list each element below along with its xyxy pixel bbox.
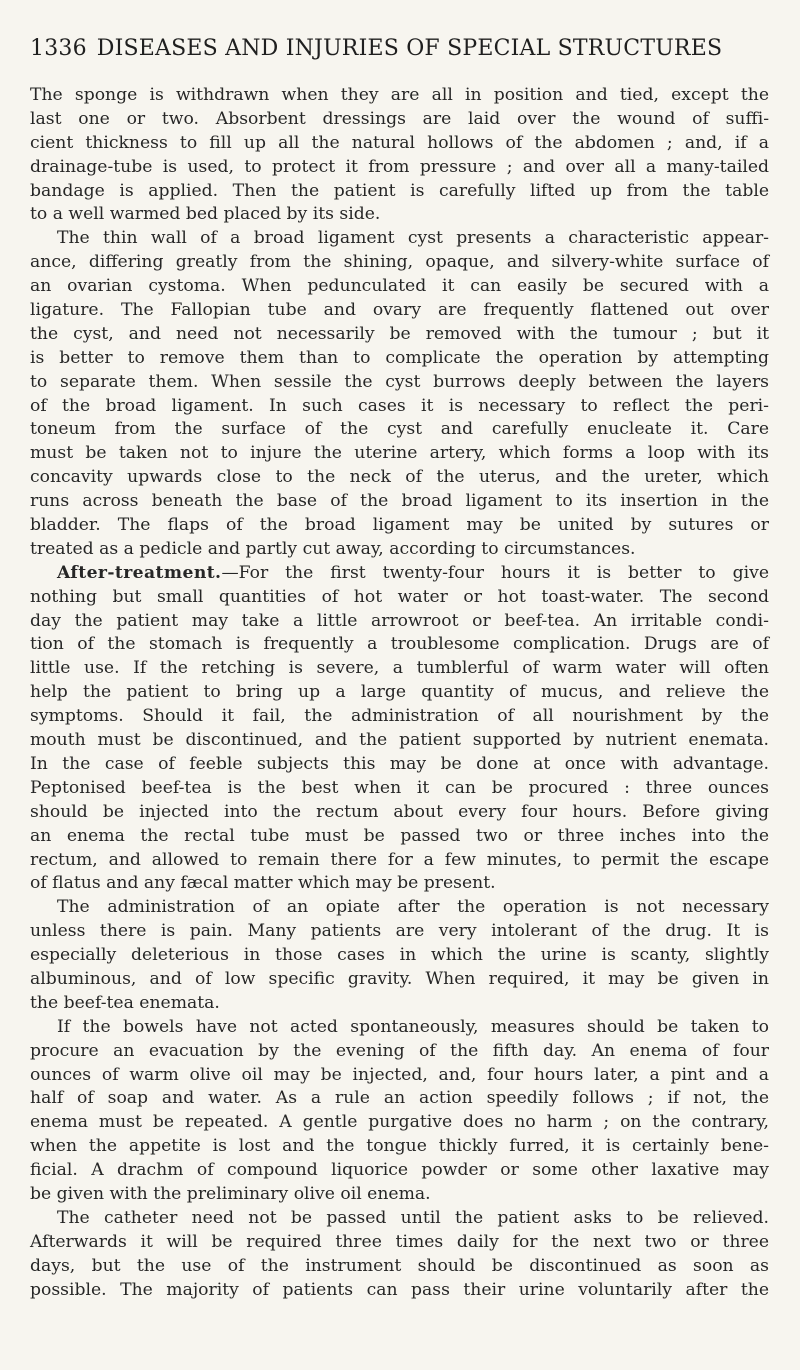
text-line — [30, 705, 769, 729]
line-text: treated as a pedicle and partly cut away, according to circumstances. — [30, 538, 636, 559]
text-line — [30, 299, 769, 323]
page-number: 1336 — [30, 36, 87, 61]
line-text: possible. The majority of patients can pass their urine voluntarily after the — [30, 1279, 769, 1300]
running-head — [30, 36, 770, 61]
line-text: tion of the stomach is frequently a troublesome complication. Drugs are of — [30, 634, 769, 655]
line-text: cient thickness to fill up all the natural hollows of the abdomen ; and, if a — [30, 132, 769, 153]
line-text: be given with the preliminary olive oil enema. — [30, 1183, 431, 1204]
text-line — [30, 514, 769, 538]
text-line — [30, 777, 769, 801]
text-line — [30, 920, 769, 944]
text-line — [30, 466, 769, 490]
text-line — [30, 729, 769, 753]
line-text: days, but the use of the instrument should be discontinued as soon as — [30, 1255, 769, 1276]
line-text: an ovarian cystoma. When pedunculated it can easily be secured with a — [30, 276, 769, 297]
text-line — [30, 1111, 769, 1135]
text-line — [30, 562, 769, 586]
line-text: should be injected into the rectum about every four hours. Before giving — [30, 801, 769, 822]
line-text: —For the first twenty-four hours it is better to give — [221, 562, 769, 583]
line-text: symptoms. Should it fail, the administration of all nourishment by the — [30, 706, 769, 727]
line-text: little use. If the retching is severe, a tumblerful of warm water will often — [30, 658, 769, 679]
line-text: to separate them. When sessile the cyst burrows deeply between the layers — [30, 371, 769, 392]
line-text: is better to remove them than to complicate the operation by attempting — [30, 347, 769, 368]
text-line — [30, 132, 769, 156]
text-line — [30, 538, 769, 562]
line-text: an enema the rectal tube must be passed two or three inches into the — [30, 825, 769, 846]
line-text: ligature. The Fallopian tube and ovary are frequently flattened out over — [30, 300, 769, 321]
line-text: The thin wall of a broad ligament cyst presents a characteristic appear- — [57, 228, 769, 249]
text-line — [30, 1279, 769, 1303]
line-text: help the patient to bring up a large quantity of mucus, and relieve the — [30, 682, 769, 703]
running-title: DISEASES AND INJURIES OF SPECIAL STRUCTURES — [96, 36, 723, 61]
line-text: the beef-tea enemata. — [30, 992, 220, 1013]
line-text: when the appetite is lost and the tongue thickly furred, it is certainly bene- — [30, 1136, 769, 1157]
line-text: unless there is pain. Many patients are very intolerant of the drug. It is — [30, 921, 769, 942]
line-text: bladder. The flaps of the broad ligament may be united by sutures or — [30, 515, 769, 536]
line-text: The administration of an opiate after the operation is not necessary — [57, 897, 769, 918]
text-line — [30, 227, 769, 251]
text-line — [30, 323, 769, 347]
text-line — [30, 872, 769, 896]
line-text: Afterwards it will be required three times daily for the next two or three — [30, 1231, 769, 1252]
line-text: nothing but small quantities of hot water or hot toast-water. The second — [30, 586, 769, 607]
text-line — [30, 633, 769, 657]
line-text: of flatus and any fæcal matter which may be present. — [30, 873, 496, 894]
text-line — [30, 418, 769, 442]
text-line — [30, 275, 769, 299]
line-text: mouth must be discontinued, and the patient supported by nutrient enemata. — [30, 730, 769, 751]
text-line — [30, 992, 769, 1016]
text-line — [30, 84, 769, 108]
line-text: drainage-tube is used, to protect it from pressure ; and over all a many-tailed — [30, 156, 769, 177]
line-text: The catheter need not be passed until the patient asks to be relieved. — [57, 1207, 769, 1228]
text-line — [30, 395, 769, 419]
line-text: day the patient may take a little arrowroot or beef-tea. An irritable condi- — [30, 610, 769, 631]
text-line — [30, 108, 769, 132]
text-line — [30, 968, 769, 992]
line-text: must be taken not to injure the uterine artery, which forms a loop with its — [30, 443, 769, 464]
line-text: to a well warmed bed placed by its side. — [30, 204, 381, 225]
line-text: the cyst, and need not necessarily be removed with the tumour ; but it — [30, 323, 769, 344]
section-sidehead: After-treatment. — [57, 562, 222, 583]
body-text — [30, 84, 769, 1302]
text-line — [30, 1183, 769, 1207]
text-line — [30, 180, 769, 204]
line-text: bandage is applied. Then the patient is carefully lifted up from the table — [30, 180, 769, 201]
text-line — [30, 610, 769, 634]
text-line — [30, 1255, 769, 1279]
text-line — [30, 1135, 769, 1159]
line-text: albuminous, and of low specific gravity. When required, it may be given in — [30, 968, 769, 989]
text-line — [30, 203, 769, 227]
text-line — [30, 371, 769, 395]
text-line — [30, 347, 769, 371]
line-text: half of soap and water. As a rule an action speedily follows ; if not, the — [30, 1088, 769, 1109]
line-text: especially deleterious in those cases in which the urine is scanty, slightly — [30, 945, 769, 966]
text-line — [30, 1207, 769, 1231]
line-text: enema must be repeated. A gentle purgative does no harm ; on the contrary, — [30, 1112, 769, 1133]
line-text: ficial. A drachm of compound liquorice powder or some other laxative may — [30, 1160, 769, 1181]
line-text: In the case of feeble subjects this may be done at once with advantage. — [30, 753, 769, 774]
line-text: Peptonised beef-tea is the best when it can be procured : three ounces — [30, 777, 769, 798]
line-text: The sponge is withdrawn when they are all in position and tied, except the — [30, 85, 769, 105]
line-text: of the broad ligament. In such cases it is necessary to reflect the peri- — [30, 395, 769, 416]
line-text: ance, differing greatly from the shining, opaque, and silvery-white surface of — [30, 252, 769, 273]
line-text: If the bowels have not acted spontaneously, measures should be taken to — [57, 1016, 769, 1037]
text-line — [30, 1064, 769, 1088]
text-line — [30, 156, 769, 180]
line-text: runs across beneath the base of the broad ligament to its insertion in the — [30, 491, 769, 512]
text-line — [30, 849, 769, 873]
text-line — [30, 586, 769, 610]
text-line — [30, 1231, 769, 1255]
text-line — [30, 1159, 769, 1183]
text-line — [30, 801, 769, 825]
text-line — [30, 1040, 769, 1064]
text-line — [30, 825, 769, 849]
text-line — [30, 681, 769, 705]
text-line — [30, 1087, 769, 1111]
line-text: rectum, and allowed to remain there for a few minutes, to permit the escape — [30, 849, 769, 870]
text-line — [30, 251, 769, 275]
line-text: concavity upwards close to the neck of the uterus, and the ureter, which — [30, 467, 769, 488]
text-line — [30, 753, 769, 777]
line-text: procure an evacuation by the evening of the fifth day. An enema of four — [30, 1040, 769, 1061]
text-line — [30, 896, 769, 920]
text-line — [30, 1016, 769, 1040]
text-line — [30, 490, 769, 514]
line-text: ounces of warm olive oil may be injected, and, four hours later, a pint and a — [30, 1064, 769, 1085]
line-text: toneum from the surface of the cyst and carefully enucleate it. Care — [30, 419, 769, 440]
text-line — [30, 944, 769, 968]
text-line — [30, 442, 769, 466]
text-line — [30, 657, 769, 681]
line-text: last one or two. Absorbent dressings are laid over the wound of suffi- — [30, 108, 769, 129]
